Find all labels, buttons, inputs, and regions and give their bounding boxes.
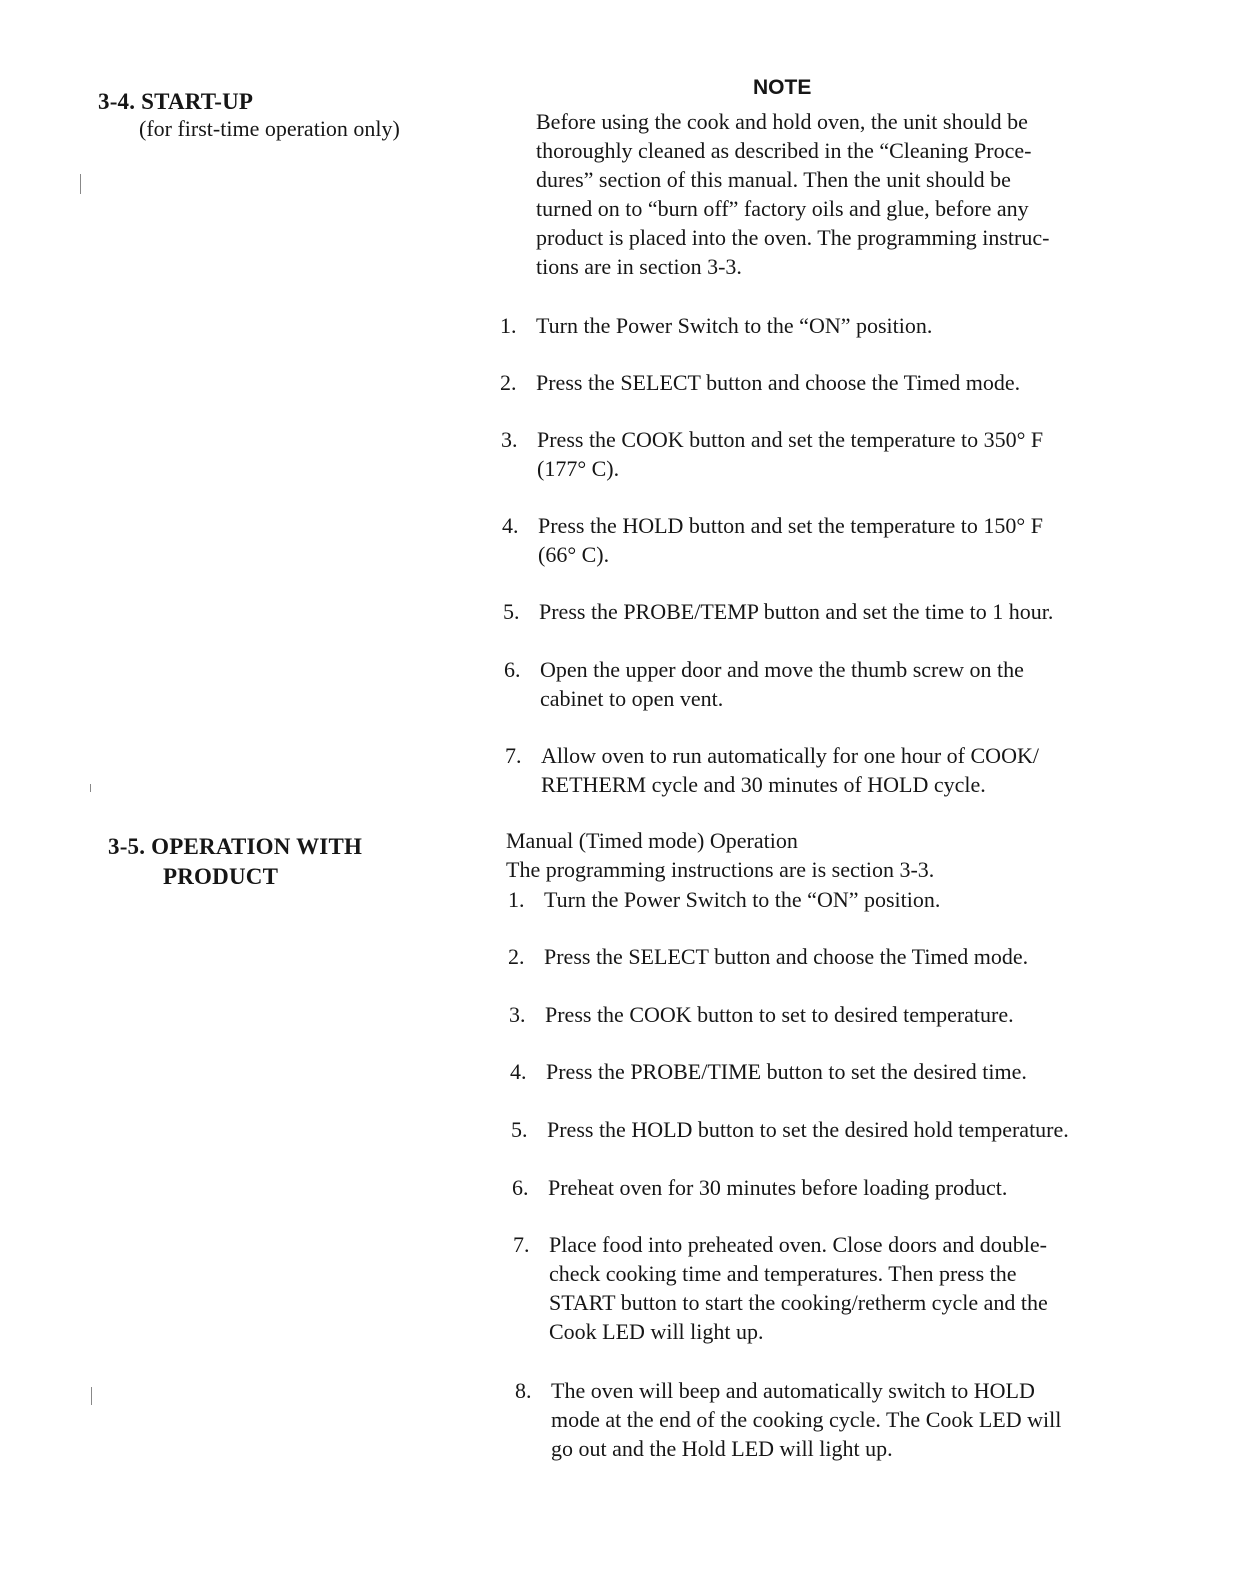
step-line: (177° C). [537, 456, 620, 481]
step-number: 2. [508, 944, 525, 969]
step-line: Press the HOLD button to set the desired hold temperature. [547, 1117, 1069, 1142]
note-line: tions are in section 3-3. [536, 254, 742, 279]
section-3-5-title-line-2: PRODUCT [163, 864, 279, 889]
step-line: Cook LED will light up. [549, 1319, 764, 1344]
step-number: 8. [515, 1378, 532, 1403]
note-line: dures” section of this manual. Then the unit should be [536, 167, 1011, 192]
step-number: 2. [500, 370, 517, 395]
scan-speck [91, 1387, 94, 1405]
note-line: turned on to “burn off” factory oils and glue, before any [536, 196, 1029, 221]
step-line: Press the PROBE/TEMP button and set the time to 1 hour. [539, 599, 1054, 624]
note-line: Before using the cook and hold oven, the unit should be [536, 109, 1028, 134]
section-title: START-UP [141, 89, 254, 114]
step-number: 6. [512, 1175, 529, 1200]
step-line: (66° C). [538, 542, 610, 567]
step-number: 6. [504, 657, 521, 682]
section-3-4-heading [98, 89, 253, 115]
step-line: Place food into preheated oven. Close doors and double- [549, 1232, 1047, 1257]
note-line: thoroughly cleaned as described in the “Cleaning Proce- [536, 138, 1032, 163]
step-line: go out and the Hold LED will light up. [551, 1436, 893, 1461]
step-line: Turn the Power Switch to the “ON” position. [536, 313, 933, 338]
step-line: Press the SELECT button and choose the Timed mode. [544, 944, 1029, 969]
step-line: Allow oven to run automatically for one hour of COOK/ [541, 743, 1039, 768]
step-number: 4. [510, 1059, 527, 1084]
section-3-4-subtitle: (for first-time operation only) [139, 116, 400, 141]
step-line: Press the COOK button and set the temperature to 350° F [537, 427, 1044, 452]
section-number: 3-4. [98, 89, 136, 114]
step-number: 3. [509, 1002, 526, 1027]
step-number: 7. [513, 1232, 530, 1257]
section-3-5-heading [108, 834, 362, 860]
note-title: NOTE [753, 76, 812, 99]
step-line: Turn the Power Switch to the “ON” position. [544, 887, 941, 912]
scan-speck [80, 174, 83, 194]
step-number: 1. [500, 313, 517, 338]
step-line: check cooking time and temperatures. Then press the [549, 1261, 1017, 1286]
scan-speck [90, 784, 93, 792]
step-line: cabinet to open vent. [540, 686, 724, 711]
step-line: The oven will beep and automatically switch to HOLD [551, 1378, 1035, 1403]
step-line: Press the HOLD button and set the temperature to 150° F [538, 513, 1043, 538]
operation-heading: Manual (Timed mode) Operation [506, 828, 798, 853]
step-line: Open the upper door and move the thumb screw on the [540, 657, 1024, 682]
note-body [536, 107, 1136, 281]
step-number: 5. [511, 1117, 528, 1142]
note-line: product is placed into the oven. The programming instruc- [536, 225, 1050, 250]
step-line: Press the PROBE/TIME button to set the desired time. [546, 1059, 1027, 1084]
step-line: Preheat oven for 30 minutes before loading product. [548, 1175, 1008, 1200]
operation-intro: The programming instructions are is section 3-3. [506, 857, 935, 882]
step-line: RETHERM cycle and 30 minutes of HOLD cycle. [541, 772, 986, 797]
step-line: Press the COOK button to set to desired temperature. [545, 1002, 1014, 1027]
step-number: 4. [502, 513, 519, 538]
step-line: START button to start the cooking/retherm cycle and the [549, 1290, 1048, 1315]
section-number: 3-5. [108, 834, 146, 859]
step-number: 7. [505, 743, 522, 768]
step-number: 1. [508, 887, 525, 912]
step-line: mode at the end of the cooking cycle. The Cook LED will [551, 1407, 1062, 1432]
step-line: Press the SELECT button and choose the Timed mode. [536, 370, 1021, 395]
section-title: OPERATION WITH [151, 834, 363, 859]
step-number: 3. [501, 427, 518, 452]
step-number: 5. [503, 599, 520, 624]
